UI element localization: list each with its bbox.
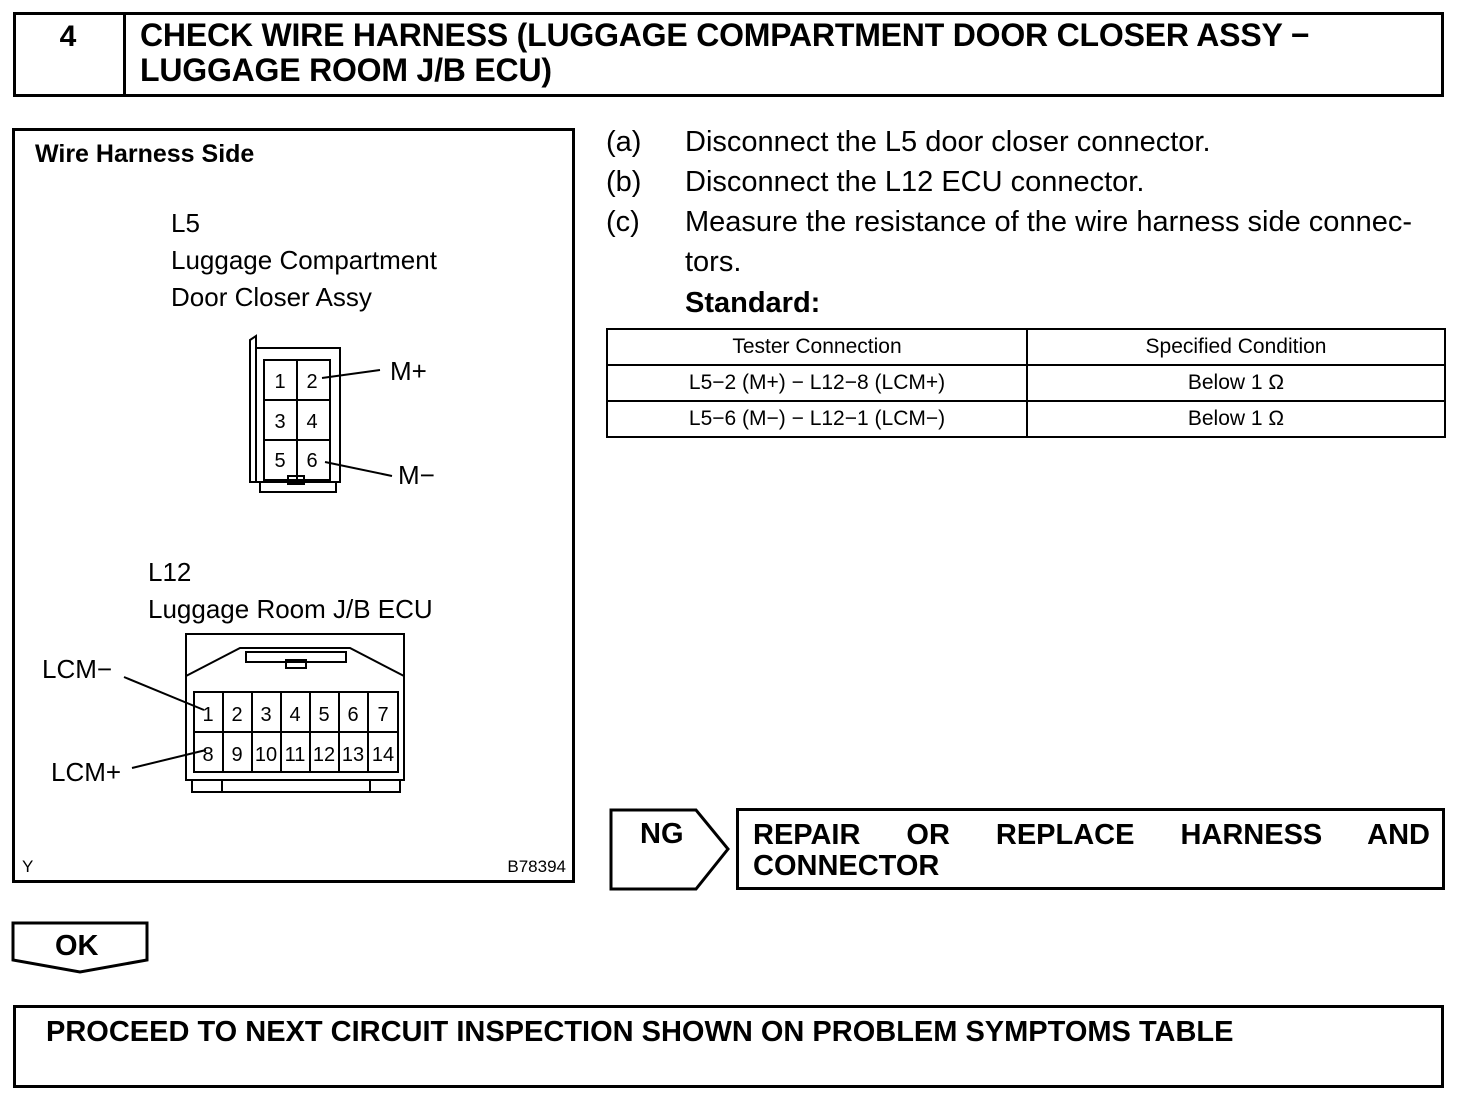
table-row bbox=[607, 365, 1445, 401]
step-b-text: Disconnect the L12 ECU connector. bbox=[685, 166, 1145, 198]
l5-name-line2: Door Closer Assy bbox=[171, 282, 372, 312]
l5-code: L5 bbox=[171, 208, 200, 238]
l5-pin: 3 bbox=[274, 411, 286, 433]
l12-pins bbox=[202, 704, 394, 766]
l12-pin: 10 bbox=[254, 744, 278, 766]
spec-table bbox=[606, 328, 1446, 438]
step-number: 4 bbox=[13, 12, 126, 97]
figure-id: B78394 bbox=[507, 857, 566, 876]
table-header: Specified Condition bbox=[1027, 329, 1445, 365]
l12-pin: 11 bbox=[284, 744, 306, 766]
table-row bbox=[607, 401, 1445, 437]
step-c-text: Measure the resistance of the wire harness side connec-tors. bbox=[685, 206, 1412, 278]
step-title: CHECK WIRE HARNESS (LUGGAGE COMPARTMENT DOOR CLOSER ASSY − LUGGAGE ROOM J/B ECU) bbox=[140, 17, 1310, 88]
l12-label-plus: LCM+ bbox=[51, 757, 122, 787]
l12-code: L12 bbox=[148, 557, 192, 587]
figure-corner-label: Y bbox=[22, 857, 34, 876]
l5-label-plus: M+ bbox=[390, 356, 427, 386]
l12-pin: 4 bbox=[289, 704, 301, 726]
l5-pin: 1 bbox=[274, 371, 286, 393]
l12-pin: 9 bbox=[231, 744, 243, 766]
step-c-label: (c) bbox=[606, 206, 640, 238]
l12-pin: 12 bbox=[312, 744, 336, 766]
l12-pin: 6 bbox=[347, 704, 359, 726]
ok-action-box: PROCEED TO NEXT CIRCUIT INSPECTION SHOWN ON PROBLEM SYMPTOMS TABLE bbox=[13, 1005, 1444, 1088]
l12-pin: 7 bbox=[377, 704, 389, 726]
step-a-text: Disconnect the L5 door closer connector. bbox=[685, 126, 1211, 158]
figure-heading: Wire Harness Side bbox=[35, 140, 255, 168]
table-cell: L5−6 (M−) − L12−1 (LCM−) bbox=[607, 401, 1027, 437]
step-a-label: (a) bbox=[606, 126, 642, 158]
l5-pin: 5 bbox=[274, 450, 286, 472]
l12-name: Luggage Room J/B ECU bbox=[148, 594, 433, 624]
table-cell: L5−2 (M+) − L12−8 (LCM+) bbox=[607, 365, 1027, 401]
l5-pin: 4 bbox=[306, 411, 318, 433]
l12-pin: 5 bbox=[318, 704, 330, 726]
table-cell: Below 1 Ω bbox=[1027, 401, 1445, 437]
step-b-label: (b) bbox=[606, 166, 642, 198]
l5-label-minus: M− bbox=[398, 460, 435, 490]
l12-pin: 3 bbox=[260, 704, 272, 726]
table-header-row bbox=[607, 329, 1445, 365]
l12-pin: 2 bbox=[231, 704, 243, 726]
l5-pin: 2 bbox=[306, 371, 318, 393]
table-cell: Below 1 Ω bbox=[1027, 365, 1445, 401]
l5-connector bbox=[250, 336, 392, 492]
ng-action-box: REPAIR OR REPLACE HARNESS AND CONNECTOR bbox=[736, 808, 1445, 890]
ng-label: NG bbox=[640, 818, 684, 850]
ok-label: OK bbox=[55, 930, 99, 962]
l12-pin: 14 bbox=[371, 744, 395, 766]
l12-pin: 1 bbox=[202, 704, 214, 726]
table-header: Tester Connection bbox=[607, 329, 1027, 365]
standard-label: Standard: bbox=[685, 287, 821, 319]
l5-pin: 6 bbox=[306, 450, 318, 472]
l12-pin: 8 bbox=[202, 744, 214, 766]
l5-name-line1: Luggage Compartment bbox=[171, 245, 437, 275]
l12-label-minus: LCM− bbox=[42, 654, 113, 684]
l12-pin: 13 bbox=[341, 744, 365, 766]
